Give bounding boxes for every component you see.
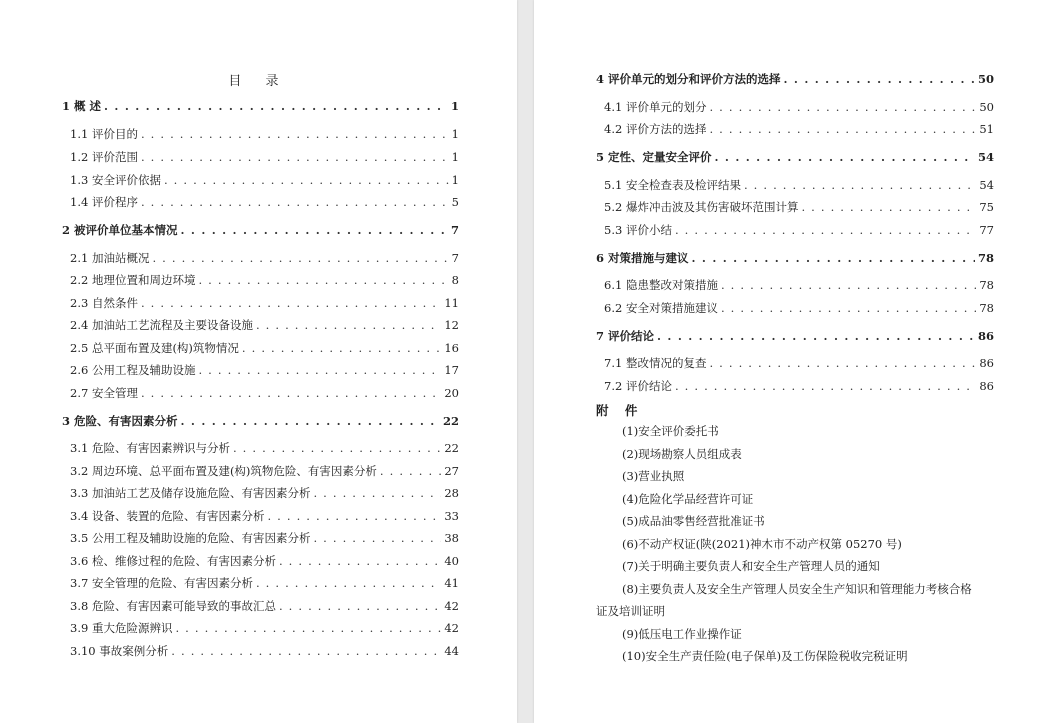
- toc-entry[interactable]: [70, 340, 459, 356]
- toc-entry[interactable]: [70, 553, 459, 569]
- toc-entry[interactable]: [70, 295, 459, 311]
- toc-leader-dots: [181, 413, 440, 429]
- toc-entry-label: 4.1 评价单元的划分: [604, 100, 707, 114]
- toc-page-number: 8: [451, 273, 459, 287]
- appendix-item: (2)现场勘察人员组成表: [622, 447, 742, 461]
- toc-page-number: 1: [451, 150, 459, 164]
- toc-leader-dots: [242, 340, 441, 356]
- toc-leader-dots: [313, 530, 441, 546]
- toc-entry-label: 3.4 设备、装置的危险、有害因素分析: [70, 509, 265, 523]
- toc-entry[interactable]: [62, 413, 459, 429]
- toc-leader-dots: [181, 222, 448, 238]
- toc-page-number: 28: [444, 486, 459, 500]
- toc-entry[interactable]: [70, 172, 459, 188]
- toc-entry[interactable]: [604, 378, 994, 394]
- toc-page-number: 51: [979, 122, 994, 136]
- toc-entry-label: 3.6 检、维修过程的危险、有害因素分析: [70, 554, 276, 568]
- toc-entry-label: 3.5 公用工程及辅助设施的危险、有害因素分析: [70, 531, 311, 545]
- toc-entry[interactable]: [70, 126, 459, 142]
- toc-page-number: 54: [977, 150, 994, 164]
- toc-leader-dots: [171, 643, 441, 659]
- toc-page-number: 20: [444, 386, 459, 400]
- toc-leader-dots: [709, 355, 976, 371]
- toc-leader-dots: [721, 300, 976, 316]
- toc-entry-label: 1 概 述: [62, 99, 102, 113]
- appendix-item: (6)不动产权证(陕(2021)神木市不动产权第 05270 号): [622, 537, 902, 551]
- toc-entry-label: 4 评价单元的划分和评价方法的选择: [596, 72, 781, 86]
- toc-entry-label: 3 危险、有害因素分析: [62, 414, 178, 428]
- appendix-item-continuation: 证及培训证明: [596, 604, 665, 618]
- toc-page-number: 86: [977, 329, 994, 343]
- toc-page-number: 40: [444, 554, 459, 568]
- toc-page-number: 77: [979, 223, 994, 237]
- toc-entry[interactable]: [70, 508, 459, 524]
- toc-leader-dots: [141, 295, 441, 311]
- toc-entry[interactable]: [596, 149, 994, 165]
- toc-leader-dots: [198, 272, 448, 288]
- toc-entry-label: 7.1 整改情况的复查: [604, 356, 707, 370]
- toc-entry-label: 2.6 公用工程及辅助设施: [70, 363, 196, 377]
- toc-page-number: 1: [451, 127, 459, 141]
- toc-entry-label: 2.2 地理位置和周边环境: [70, 273, 196, 287]
- toc-page-number: 5: [451, 195, 459, 209]
- toc-entry-label: 4.2 评价方法的选择: [604, 122, 707, 136]
- toc-entry-label: 3.3 加油站工艺及储存设施危险、有害因素分析: [70, 486, 311, 500]
- toc-leader-dots: [715, 149, 975, 165]
- toc-leader-dots: [256, 575, 441, 591]
- toc-entry[interactable]: [62, 98, 459, 114]
- toc-entry[interactable]: [70, 530, 459, 546]
- toc-page-number: 17: [444, 363, 459, 377]
- toc-entry-label: 7 评价结论: [596, 329, 655, 343]
- appendix-item: (7)关于明确主要负责人和安全生产管理人员的通知: [622, 559, 880, 573]
- appendix-item: (8)主要负责人及安全生产管理人员安全生产知识和管理能力考核合格: [622, 582, 972, 596]
- toc-leader-dots: [104, 98, 448, 114]
- toc-leader-dots: [141, 385, 441, 401]
- toc-leader-dots: [279, 553, 441, 569]
- appendix-heading: 附 件: [596, 403, 644, 418]
- toc-page-number: 86: [979, 379, 994, 393]
- toc-entry[interactable]: [70, 643, 459, 659]
- toc-entry-label: 5.3 评价小结: [604, 223, 672, 237]
- toc-entry-label: 2.1 加油站概况: [70, 251, 150, 265]
- toc-page-number: 44: [444, 644, 459, 658]
- toc-entry[interactable]: [604, 199, 994, 215]
- toc-leader-dots: [267, 508, 441, 524]
- toc-page-number: 38: [444, 531, 459, 545]
- toc-page-number: 50: [979, 100, 994, 114]
- toc-page-number: 33: [444, 509, 459, 523]
- toc-entry[interactable]: [596, 328, 994, 344]
- toc-entry[interactable]: [70, 250, 459, 266]
- toc-entry[interactable]: [604, 177, 994, 193]
- toc-leader-dots: [175, 620, 441, 636]
- toc-page-number: 22: [444, 441, 459, 455]
- toc-leader-dots: [380, 463, 441, 479]
- toc-entry[interactable]: [70, 317, 459, 333]
- toc-leader-dots: [675, 378, 976, 394]
- toc-entry[interactable]: [70, 620, 459, 636]
- toc-entry[interactable]: [70, 463, 459, 479]
- toc-entry[interactable]: [62, 222, 459, 238]
- toc-leader-dots: [675, 222, 976, 238]
- toc-leader-dots: [709, 121, 976, 137]
- toc-page-number: 1: [451, 173, 459, 187]
- toc-page-number: 1: [450, 99, 459, 113]
- toc-title: 目 录: [228, 74, 289, 89]
- appendix-item: (3)营业执照: [622, 469, 685, 483]
- toc-entry[interactable]: [70, 485, 459, 501]
- toc-entry-label: 2.4 加油站工艺流程及主要设备设施: [70, 318, 253, 332]
- toc-page-number: 16: [444, 341, 459, 355]
- toc-entry[interactable]: [604, 300, 994, 316]
- toc-leader-dots: [256, 317, 441, 333]
- appendix-item: (10)安全生产责任险(电子保单)及工伤保险税收完税证明: [622, 649, 908, 663]
- appendix-item: (9)低压电工作业操作证: [622, 627, 742, 641]
- toc-entry[interactable]: [70, 149, 459, 165]
- toc-entry[interactable]: [604, 355, 994, 371]
- toc-entry-label: 6.2 安全对策措施建议: [604, 301, 718, 315]
- toc-entry[interactable]: [596, 250, 994, 266]
- toc-page-number: 54: [979, 178, 994, 192]
- toc-entry-label: 2.3 自然条件: [70, 296, 138, 310]
- toc-entry-label: 3.1 危险、有害因素辨识与分析: [70, 441, 230, 455]
- appendix-item: (1)安全评价委托书: [622, 424, 719, 438]
- toc-page-right: [534, 0, 1050, 723]
- toc-leader-dots: [198, 362, 441, 378]
- toc-leader-dots: [801, 199, 976, 215]
- toc-entry[interactable]: [70, 598, 459, 614]
- toc-leader-dots: [141, 126, 449, 142]
- toc-entry[interactable]: [70, 575, 459, 591]
- toc-page-number: 27: [444, 464, 459, 478]
- toc-page-number: 7: [450, 223, 459, 237]
- toc-entry-label: 1.2 评价范围: [70, 150, 138, 164]
- toc-leader-dots: [657, 328, 975, 344]
- toc-entry-label: 2.5 总平面布置及建(构)筑物情况: [70, 341, 239, 355]
- toc-page-left: [0, 0, 517, 723]
- toc-page-number: 41: [444, 576, 459, 590]
- toc-leader-dots: [152, 250, 448, 266]
- toc-page-number: 7: [451, 251, 459, 265]
- toc-entry[interactable]: [596, 71, 994, 87]
- toc-entry[interactable]: [70, 385, 459, 401]
- toc-page-number: 11: [444, 296, 459, 310]
- toc-page-number: 42: [444, 621, 459, 635]
- toc-entry-label: 7.2 评价结论: [604, 379, 672, 393]
- toc-entry[interactable]: [70, 362, 459, 378]
- toc-page-number: 78: [979, 301, 994, 315]
- toc-entry-label: 5 定性、定量安全评价: [596, 150, 712, 164]
- toc-entry-label: 6 对策措施与建议: [596, 251, 689, 265]
- toc-entry-label: 3.2 周边环境、总平面布置及建(构)筑物危险、有害因素分析: [70, 464, 377, 478]
- toc-page-number: 75: [979, 200, 994, 214]
- toc-leader-dots: [313, 485, 441, 501]
- toc-page-number: 22: [442, 414, 459, 428]
- toc-entry[interactable]: [604, 99, 994, 115]
- toc-entry-label: 1.1 评价目的: [70, 127, 138, 141]
- toc-entry-label: 2.7 安全管理: [70, 386, 138, 400]
- toc-page-number: 78: [979, 278, 994, 292]
- toc-entry[interactable]: [70, 272, 459, 288]
- toc-page-number: 86: [979, 356, 994, 370]
- toc-leader-dots: [721, 277, 976, 293]
- toc-page-number: 78: [977, 251, 994, 265]
- toc-leader-dots: [141, 149, 449, 165]
- toc-entry-label: 3.10 事故案例分析: [70, 644, 169, 658]
- toc-entry-label: 5.2 爆炸冲击波及其伤害破坏范围计算: [604, 200, 799, 214]
- toc-page-number: 12: [444, 318, 459, 332]
- toc-leader-dots: [709, 99, 976, 115]
- toc-leader-dots: [141, 194, 449, 210]
- toc-page-number: 50: [977, 72, 994, 86]
- toc-entry-label: 5.1 安全检查表及检评结果: [604, 178, 741, 192]
- toc-entry-label: 1.3 安全评价依据: [70, 173, 161, 187]
- toc-entry-label: 3.8 危险、有害因素可能导致的事故汇总: [70, 599, 276, 613]
- toc-entry-label: 1.4 评价程序: [70, 195, 138, 209]
- toc-page-number: 42: [444, 599, 459, 613]
- appendix-item: (4)危险化学品经营许可证: [622, 492, 754, 506]
- toc-entry-label: 6.1 隐患整改对策措施: [604, 278, 718, 292]
- toc-leader-dots: [784, 71, 975, 87]
- toc-leader-dots: [279, 598, 441, 614]
- appendix-item: (5)成品油零售经营批准证书: [622, 514, 765, 528]
- toc-entry-label: 3.7 安全管理的危险、有害因素分析: [70, 576, 253, 590]
- toc-leader-dots: [744, 177, 976, 193]
- toc-leader-dots: [164, 172, 449, 188]
- toc-entry[interactable]: [70, 440, 459, 456]
- toc-entry[interactable]: [604, 121, 994, 137]
- toc-entry-label: 3.9 重大危险源辨识: [70, 621, 173, 635]
- toc-entry[interactable]: [70, 194, 459, 210]
- toc-leader-dots: [692, 250, 975, 266]
- toc-entry[interactable]: [604, 277, 994, 293]
- toc-leader-dots: [233, 440, 441, 456]
- toc-entry[interactable]: [604, 222, 994, 238]
- toc-entry-label: 2 被评价单位基本情况: [62, 223, 178, 237]
